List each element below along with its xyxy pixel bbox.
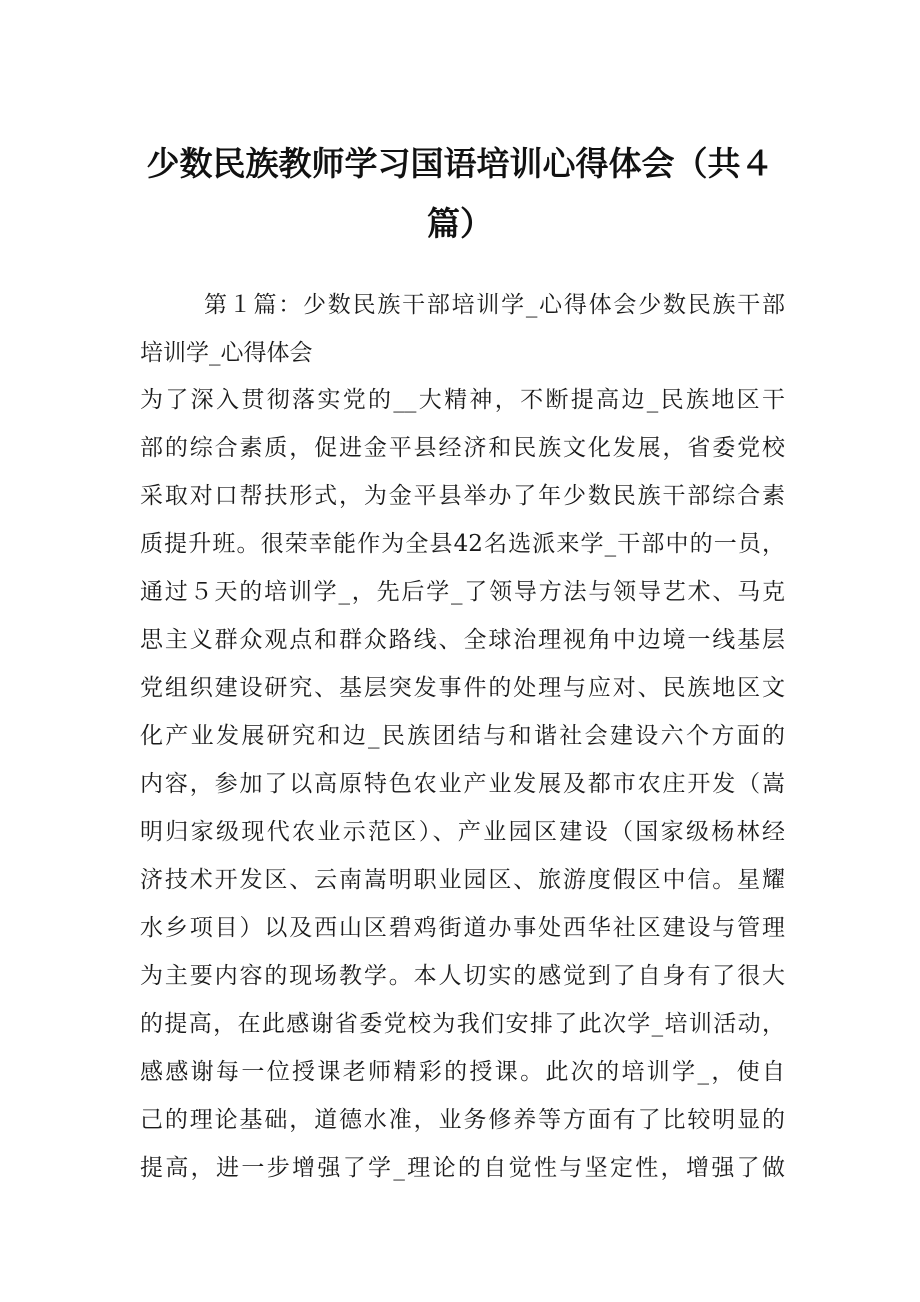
body-line: 的提高，在此感谢省委党校为我们安排了此次学_培训活动，: [140, 1011, 785, 1037]
body-line: 部的综合素质，促进金平县经济和民族文化发展，省委党校: [140, 435, 785, 461]
body-line: 感感谢每一位授课老师精彩的授课。此次的培训学_，使自: [140, 1059, 785, 1085]
body-line: 济技术开发区、云南嵩明职业园区、旅游度假区中信。星耀: [140, 867, 785, 893]
body-line: 明归家级现代农业示范区）、产业园区建设（国家级杨林经: [140, 819, 785, 845]
subheading-line-2: 培训学_心得体会: [140, 340, 313, 366]
document-title-line-2: 篇）: [427, 204, 493, 243]
body-line: 通过５天的培训学_，先后学_了领导方法与领导艺术、马克: [140, 579, 785, 605]
body-line: 采取对口帮扶形式，为金平县举办了年少数民族干部综合素: [140, 483, 785, 509]
body-line: 为了深入贯彻落实党的__大精神，不断提高边_民族地区干: [140, 387, 785, 413]
document-title-line-1: 少数民族教师学习国语培训心得体会（共４: [146, 144, 774, 183]
body-line: 水乡项目）以及西山区碧鸡街道办事处西华社区建设与管理: [140, 915, 785, 941]
body-line: 党组织建设研究、基层突发事件的处理与应对、民族地区文: [140, 675, 785, 701]
body-line: 为主要内容的现场教学。本人切实的感觉到了自身有了很大: [140, 963, 785, 989]
body-line: 思主义群众观点和群众路线、全球治理视角中边境一线基层: [140, 627, 785, 653]
body-line: 提高，进一步增强了学_理论的自觉性与坚定性，增强了做: [140, 1155, 785, 1181]
body-line: 质提升班。很荣幸能作为全县42名选派来学_干部中的一员，: [140, 531, 785, 557]
body-line: 化产业发展研究和边_民族团结与和谐社会建设六个方面的: [140, 723, 785, 749]
subheading-line-1: 第１篇：少数民族干部培训学_心得体会少数民族干部: [204, 292, 785, 318]
body-line: 己的理论基础，道德水准，业务修养等方面有了比较明显的: [140, 1107, 785, 1133]
body-line: 内容，参加了以高原特色农业产业发展及都市农庄开发（嵩: [140, 771, 785, 797]
